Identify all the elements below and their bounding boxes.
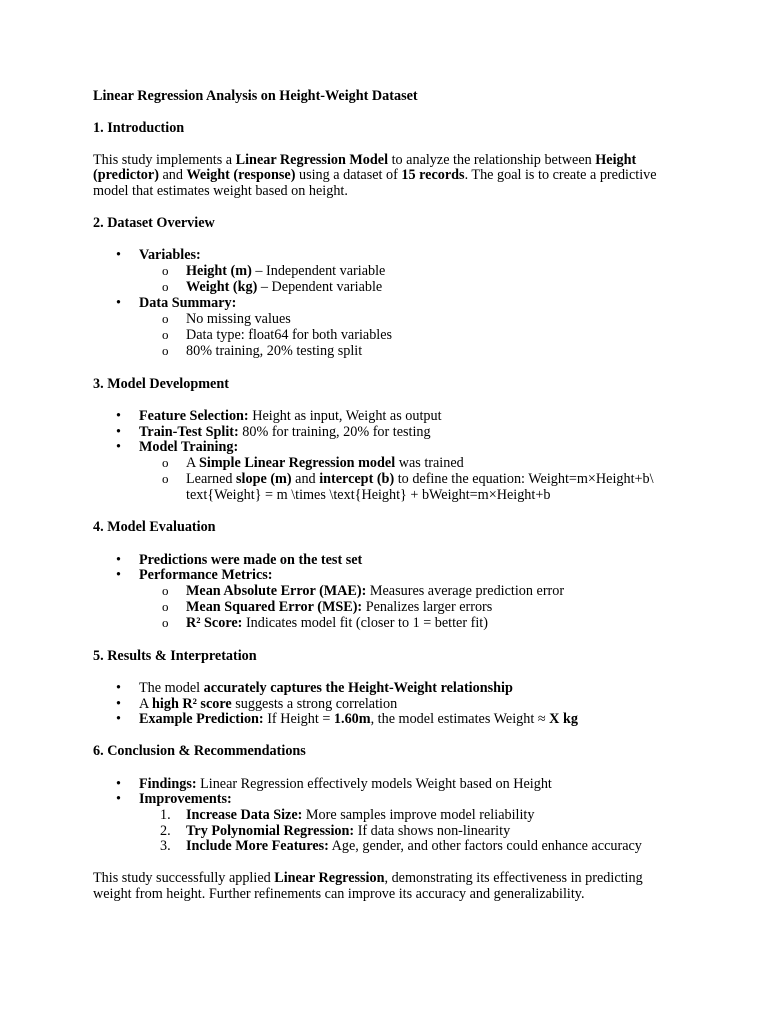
- closing-line-1: [93, 870, 643, 886]
- list-item: [186, 583, 564, 599]
- bold-text: Try Polynomial Regression:: [186, 823, 355, 839]
- list-item: [186, 823, 510, 839]
- text: to define the equation: Weight=m×Height+b\: [394, 471, 654, 487]
- list-item: [139, 776, 552, 792]
- bold-text: Mean Absolute Error (MAE):: [186, 583, 367, 599]
- intro-line-3: model that estimates weight based on height.: [93, 183, 348, 199]
- list-item: 80% training, 20% testing split: [186, 343, 363, 359]
- list-item: No missing values: [186, 311, 291, 327]
- document-title: Linear Regression Analysis on Height-Weight Dataset: [93, 88, 418, 104]
- bold-text: Improvements:: [139, 791, 232, 807]
- bold-text: intercept (b): [319, 471, 395, 487]
- list-item: [186, 838, 642, 854]
- list-item: [186, 615, 488, 631]
- list-item: [139, 711, 578, 727]
- text: using a dataset of: [295, 167, 402, 183]
- bold-text: slope (m): [236, 471, 292, 487]
- bullet-icon: •: [116, 776, 121, 792]
- text: Linear Regression effectively models Weight based on Height: [196, 776, 552, 792]
- bullet-icon: •: [116, 791, 121, 807]
- heading-dataset-overview: 2. Dataset Overview: [93, 215, 215, 231]
- bold-text: Data Summary:: [139, 295, 237, 311]
- heading-introduction: 1. Introduction: [93, 120, 185, 136]
- heading-results: 5. Results & Interpretation: [93, 648, 257, 664]
- list-item: [139, 295, 236, 311]
- text: If Height =: [263, 711, 334, 727]
- text: , the model estimates Weight ≈: [370, 711, 550, 727]
- bold-text: Model Training:: [139, 439, 239, 455]
- bullet-icon: •: [116, 439, 121, 455]
- circle-bullet-icon: o: [162, 455, 169, 470]
- bold-text: Linear Regression: [274, 870, 385, 886]
- circle-bullet-icon: o: [162, 343, 169, 358]
- closing-line-2: weight from height. Further refinements can improve its accuracy and generalizability.: [93, 886, 585, 902]
- text: This study successfully applied: [93, 870, 275, 886]
- circle-bullet-icon: o: [162, 311, 169, 326]
- text: was trained: [395, 455, 464, 471]
- bold-text: Height (m): [186, 263, 252, 279]
- bold-text: R² Score:: [186, 615, 243, 631]
- text: The model: [139, 680, 204, 696]
- circle-bullet-icon: o: [162, 471, 169, 486]
- bold-text: Findings:: [139, 776, 197, 792]
- bold-text: Height: [595, 152, 637, 168]
- bold-text: Performance Metrics:: [139, 567, 273, 583]
- list-item: [139, 247, 201, 263]
- text: Age, gender, and other factors could enhance accuracy: [328, 838, 642, 854]
- bullet-icon: •: [116, 408, 121, 424]
- text: Penalizes larger errors: [362, 599, 493, 615]
- intro-line-1: [93, 152, 636, 168]
- list-item: [139, 680, 513, 696]
- list-item: [139, 791, 232, 807]
- bold-text: X kg: [549, 711, 578, 727]
- list-item-continuation: text{Weight} = m \times \text{Height} + bWeight=m×Height+b: [186, 487, 551, 503]
- bullet-icon: •: [116, 696, 121, 712]
- text: . The goal is to create a predictive: [464, 167, 657, 183]
- text: and: [291, 471, 320, 487]
- bold-text: Mean Squared Error (MSE):: [186, 599, 363, 615]
- heading-model-development: 3. Model Development: [93, 376, 229, 392]
- circle-bullet-icon: o: [162, 263, 169, 278]
- bold-text: Simple Linear Regression model: [199, 455, 396, 471]
- list-item: [139, 408, 442, 424]
- circle-bullet-icon: o: [162, 599, 169, 614]
- text: 80% for training, 20% for testing: [238, 424, 431, 440]
- text: More samples improve model reliability: [302, 807, 535, 823]
- text: – Independent variable: [251, 263, 386, 279]
- list-item: [139, 567, 273, 583]
- list-number: 2.: [160, 823, 171, 839]
- bullet-icon: •: [116, 680, 121, 696]
- text: A: [186, 455, 200, 471]
- text: and: [158, 167, 187, 183]
- bold-text: 15 records: [401, 167, 465, 183]
- bold-text: Weight (kg): [186, 279, 258, 295]
- bold-text: Linear Regression Model: [235, 152, 389, 168]
- text: Measures average prediction error: [366, 583, 565, 599]
- text: Learned: [186, 471, 237, 487]
- bold-text: Example Prediction:: [139, 711, 264, 727]
- text: to analyze the relationship between: [388, 152, 596, 168]
- bullet-icon: •: [116, 247, 121, 263]
- list-item: [186, 455, 464, 471]
- text: This study implements a: [93, 152, 236, 168]
- text: , demonstrating its effectiveness in predicting: [384, 870, 643, 886]
- list-item: [139, 439, 238, 455]
- intro-line-2: [93, 167, 657, 183]
- bold-text: (predictor): [93, 167, 159, 183]
- text: A: [139, 696, 153, 712]
- circle-bullet-icon: o: [162, 279, 169, 294]
- list-item: [186, 599, 492, 615]
- list-item: Data type: float64 for both variables: [186, 327, 393, 343]
- heading-conclusion: 6. Conclusion & Recommendations: [93, 743, 306, 759]
- list-item: [139, 696, 397, 712]
- list-number: 1.: [160, 807, 171, 823]
- list-item: [139, 424, 431, 440]
- bold-text: Weight (response): [186, 167, 296, 183]
- circle-bullet-icon: o: [162, 583, 169, 598]
- bold-text: accurately captures the Height-Weight relationship: [203, 680, 513, 696]
- bullet-icon: •: [116, 567, 121, 583]
- text: If data shows non-linearity: [354, 823, 511, 839]
- list-item: [186, 471, 654, 487]
- bold-text: Train-Test Split:: [139, 424, 239, 440]
- bold-text: Predictions were made on the test set: [139, 552, 363, 568]
- list-number: 3.: [160, 838, 171, 854]
- text: suggests a strong correlation: [231, 696, 398, 712]
- bold-text: Variables:: [139, 247, 201, 263]
- bullet-icon: •: [116, 424, 121, 440]
- bullet-icon: •: [116, 552, 121, 568]
- list-item: [186, 279, 382, 295]
- list-item: [186, 263, 385, 279]
- list-item: [186, 807, 534, 823]
- circle-bullet-icon: o: [162, 615, 169, 630]
- heading-model-evaluation: 4. Model Evaluation: [93, 519, 216, 535]
- bold-text: high R² score: [152, 696, 232, 712]
- bold-text: Include More Features:: [186, 838, 329, 854]
- text: Indicates model fit (closer to 1 = better fit): [242, 615, 488, 631]
- list-item: [139, 552, 362, 568]
- bold-text: 1.60m: [333, 711, 371, 727]
- bold-text: Feature Selection:: [139, 408, 249, 424]
- circle-bullet-icon: o: [162, 327, 169, 342]
- text: Height as input, Weight as output: [248, 408, 442, 424]
- text: – Dependent variable: [257, 279, 383, 295]
- bullet-icon: •: [116, 711, 121, 727]
- bullet-icon: •: [116, 295, 121, 311]
- bold-text: Increase Data Size:: [186, 807, 303, 823]
